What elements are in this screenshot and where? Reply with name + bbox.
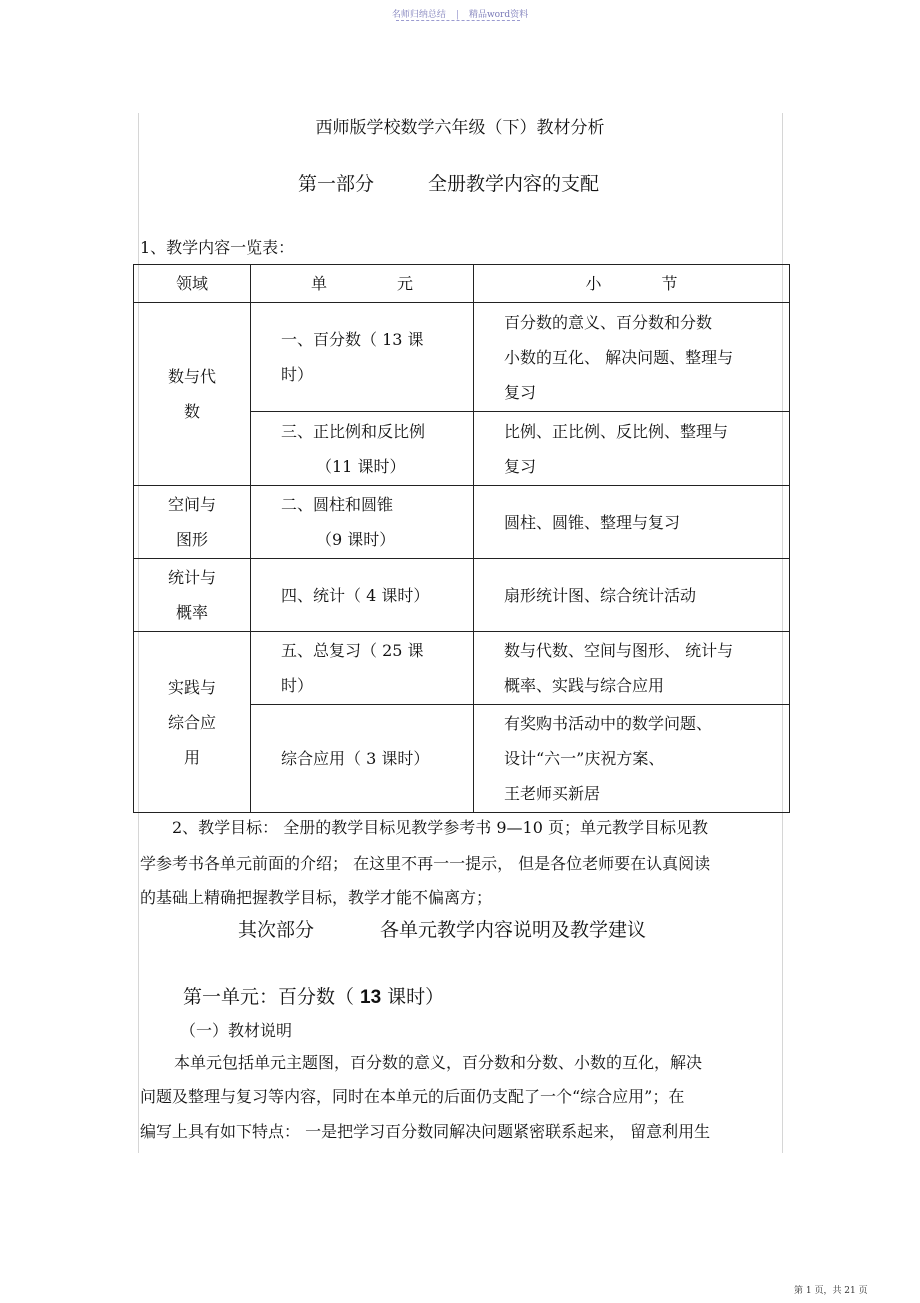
- header-section: 小 节: [474, 265, 790, 303]
- material-line-1: 本单元包括单元主题图，百分数的意义，百分数和分数、小数的互化，解决: [174, 1053, 703, 1072]
- goals-line-2: 学参考书各单元前面的介绍； 在这里不再一一提示， 但是各位老师要在认真阅读: [140, 854, 711, 873]
- unit1-heading: 第一单元：百分数（ 13 课时）: [183, 986, 445, 1008]
- section-cell: 圆柱、圆锥、整理与复习: [474, 486, 790, 559]
- domain-cell: 实践与 综合应 用: [134, 632, 251, 813]
- section-cell: 比例、正比例、反比例、整理与 复习: [474, 412, 790, 486]
- table-row: [134, 486, 790, 559]
- unit-cell: 五、总复习（ 25 课 时）: [251, 632, 474, 705]
- part2-label: 其次部分: [238, 919, 315, 941]
- section-cell: 有奖购书活动中的数学问题、 设计“六一”庆祝方案、 王老师买新居: [474, 705, 790, 813]
- header-divider: [396, 20, 520, 21]
- table-row: [134, 559, 790, 632]
- page-header: 名师归纳总结 | 精品word资料: [391, 10, 529, 20]
- material-line-3: 编写上具有如下特点： 一是把学习百分数同解决问题紧密联系起来， 留意利用生: [140, 1122, 711, 1141]
- unit-cell: 三、正比例和反比例 （11 课时）: [251, 412, 474, 486]
- part2-title: 各单元教学内容说明及教学建议: [380, 919, 647, 941]
- material-line-2: 问题及整理与复习等内容，同时在本单元的后面仍支配了一个“综合应用”；在: [140, 1087, 685, 1106]
- table-row: [134, 303, 790, 412]
- unit-cell: 综合应用（ 3 课时）: [251, 705, 474, 813]
- page-number: 第 1 页，共 21 页: [794, 1286, 868, 1296]
- section-cell: 数与代数、空间与图形、 统计与 概率、实践与综合应用: [474, 632, 790, 705]
- section1-heading: 1、教学内容一览表：: [140, 238, 295, 257]
- material-heading: （一）教材说明: [180, 1021, 293, 1040]
- part1-title: 全册教学内容的支配: [428, 173, 600, 195]
- header-right-text: 精品word资料: [468, 10, 529, 20]
- unit-cell: 一、百分数（ 13 课 时）: [251, 303, 474, 412]
- table-row: [134, 632, 790, 705]
- goals-line-1: 2、教学目标： 全册的教学目标见教学参考书 9—10 页；单元教学目标见教: [172, 818, 708, 837]
- goals-line-3: 的基础上精确把握教学目标，教学才能不偏离方；: [140, 888, 493, 907]
- header-left-text: 名师归纳总结: [391, 10, 446, 20]
- document-title: 西师版学校数学六年级（下）教材分析: [315, 118, 605, 138]
- unit-cell: 四、统计（ 4 课时）: [251, 559, 474, 632]
- header-unit: 单 元: [251, 265, 474, 303]
- section-cell: 扇形统计图、综合统计活动: [474, 559, 790, 632]
- table-header-row: [134, 265, 790, 303]
- section-cell: 百分数的意义、百分数和分数 小数的互化、 解决问题、整理与 复习: [474, 303, 790, 412]
- domain-cell: 统计与 概率: [134, 559, 251, 632]
- syllabus-table: [133, 264, 790, 813]
- domain-cell: 空间与 图形: [134, 486, 251, 559]
- domain-cell: 数与代 数: [134, 303, 251, 486]
- unit-cell: 二、圆柱和圆锥 （9 课时）: [251, 486, 474, 559]
- header-domain: 领域: [134, 265, 251, 303]
- part1-label: 第一部分: [298, 173, 375, 195]
